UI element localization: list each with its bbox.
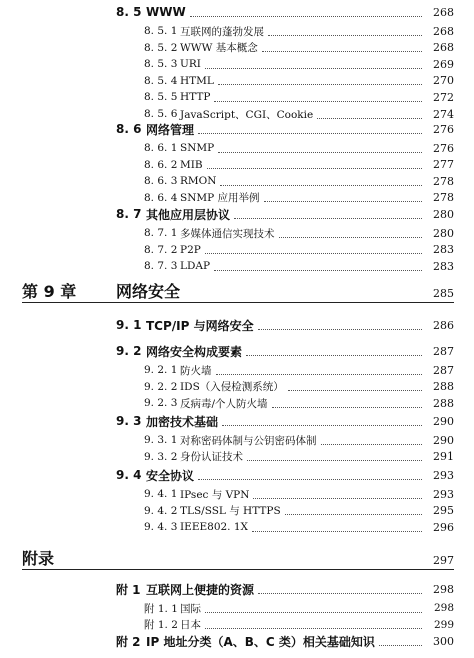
- toc-subsection-entry[interactable]: [144, 449, 454, 465]
- entry-title: P2P: [180, 243, 201, 256]
- dot-leader: [317, 118, 422, 119]
- entry-title: 网络管理: [146, 122, 195, 137]
- toc-subsection-entry[interactable]: [144, 56, 454, 72]
- appendix-page: 297: [433, 554, 454, 567]
- dot-leader: [198, 133, 422, 134]
- toc-subsection-entry[interactable]: [144, 140, 454, 156]
- toc-section-entry[interactable]: [116, 467, 454, 483]
- entry-title: 国际: [180, 602, 201, 615]
- dot-leader: [205, 612, 422, 613]
- entry-title: 互联网的蓬勃发展: [180, 25, 264, 38]
- page-number: 286: [433, 318, 454, 332]
- toc-appendix-entry[interactable]: [116, 581, 454, 597]
- entry-number: 8. 6. 3: [144, 175, 178, 188]
- page-number: 270: [433, 74, 454, 88]
- page-number: 300: [433, 634, 454, 648]
- entry-number: 8. 6. 1: [144, 142, 178, 154]
- entry-title: 多媒体通信实现技术: [180, 227, 275, 240]
- page-number: 268: [433, 24, 454, 38]
- dot-leader: [218, 84, 422, 85]
- page-number: 295: [433, 504, 454, 518]
- toc-section-entry[interactable]: [116, 343, 454, 359]
- entry-number: 8. 7: [116, 207, 142, 221]
- toc-subsection-entry[interactable]: [144, 23, 454, 39]
- entry-number: 9. 4: [116, 468, 142, 482]
- page-number: 274: [433, 107, 454, 121]
- entry-number: 附 1. 1: [144, 602, 178, 615]
- entry-number: 9. 4. 1: [144, 488, 178, 500]
- entry-title: JavaScript、CGI、Cookie: [180, 108, 314, 121]
- toc-subsection-entry[interactable]: [144, 73, 454, 89]
- page-number: 278: [433, 191, 454, 205]
- entry-title: 身份认证技术: [180, 451, 243, 464]
- entry-title: WWW: [146, 5, 186, 19]
- toc-appendix-subentry[interactable]: [144, 600, 454, 616]
- page-number: 280: [433, 226, 454, 240]
- toc-subsection-entry[interactable]: [144, 432, 454, 448]
- toc-subsection-entry[interactable]: [144, 395, 454, 411]
- page-number: 287: [433, 363, 454, 377]
- chapter-number: 第 9 章: [22, 282, 77, 301]
- page-number: 277: [433, 158, 454, 172]
- toc-subsection-entry[interactable]: [144, 486, 454, 502]
- dot-leader: [220, 185, 422, 186]
- page-number: 269: [433, 57, 454, 71]
- page-number: 290: [433, 433, 454, 447]
- page-number: 293: [433, 468, 454, 482]
- dot-leader: [258, 593, 422, 594]
- entry-number: 8. 7. 1: [144, 227, 178, 239]
- page-number: 283: [433, 259, 454, 273]
- toc-subsection-entry[interactable]: [144, 258, 454, 274]
- entry-title: 加密技术基础: [146, 414, 219, 429]
- toc-section-entry[interactable]: [116, 206, 454, 222]
- entry-number: 8. 5: [116, 5, 142, 19]
- toc-subsection-entry[interactable]: [144, 190, 454, 206]
- entry-title: 反病毒/个人防火墙: [180, 397, 268, 410]
- toc-subsection-entry[interactable]: [144, 89, 454, 105]
- dot-leader: [268, 35, 422, 36]
- entry-number: 8. 5. 5: [144, 91, 178, 104]
- dot-leader: [190, 16, 422, 17]
- toc-appendix-subentry[interactable]: [144, 617, 454, 633]
- chapter-heading[interactable]: [22, 278, 454, 303]
- entry-title: 其他应用层协议: [146, 207, 231, 222]
- page-number: 296: [433, 520, 454, 534]
- entry-title: MIB: [180, 158, 203, 171]
- entry-title: TCP/IP 与网络安全: [146, 318, 254, 333]
- dot-leader: [272, 407, 422, 408]
- dot-leader: [258, 329, 422, 330]
- page-number: 298: [433, 602, 454, 614]
- entry-title: SNMP: [180, 142, 215, 154]
- page-number: 287: [433, 344, 454, 358]
- entry-title: WWW 基本概念: [180, 42, 258, 55]
- toc-subsection-entry[interactable]: [144, 40, 454, 56]
- dot-leader: [321, 444, 423, 445]
- dot-leader: [246, 355, 422, 356]
- entry-title: URI: [180, 58, 201, 71]
- entry-number: 9. 3. 1: [144, 434, 178, 446]
- page-number: 276: [433, 141, 454, 155]
- entry-number: 附 1: [116, 582, 141, 597]
- dot-leader: [207, 168, 422, 169]
- page-number: 298: [433, 582, 454, 596]
- entry-number: 8. 6. 4: [144, 191, 178, 204]
- dot-leader: [214, 101, 422, 102]
- dot-leader: [205, 628, 422, 629]
- dot-leader: [214, 270, 422, 271]
- toc-section-entry[interactable]: [116, 413, 454, 429]
- entry-title: 互联网上便捷的资源: [146, 582, 255, 597]
- dot-leader: [198, 479, 422, 480]
- dot-leader: [279, 237, 423, 238]
- entry-number: 8. 5. 2: [144, 41, 178, 54]
- entry-number: 8. 5. 6: [144, 108, 178, 120]
- dot-leader: [216, 374, 423, 375]
- page-number: 280: [433, 207, 454, 221]
- entry-number: 8. 7. 3: [144, 260, 178, 273]
- entry-title: IPsec 与 VPN: [180, 488, 250, 501]
- toc-subsection-entry[interactable]: [144, 503, 454, 519]
- dot-leader: [252, 531, 422, 532]
- entry-number: 8. 5. 1: [144, 25, 178, 37]
- entry-title: 安全协议: [146, 468, 195, 483]
- dot-leader: [253, 498, 422, 499]
- dot-leader: [222, 425, 422, 426]
- entry-title: TLS/SSL 与 HTTPS: [180, 505, 281, 518]
- page-number: 272: [433, 90, 454, 104]
- chapter-title: 网络安全: [116, 282, 181, 301]
- page-number: 268: [433, 41, 454, 55]
- appendix-heading[interactable]: [22, 545, 454, 570]
- toc-subsection-entry[interactable]: [144, 519, 454, 535]
- entry-title: HTTP: [180, 91, 211, 104]
- toc-subsection-entry[interactable]: [144, 242, 454, 258]
- entry-number: 8. 5. 3: [144, 58, 178, 71]
- dot-leader: [264, 201, 422, 202]
- page-number: 290: [433, 414, 454, 428]
- entry-number: 9. 1: [116, 318, 142, 332]
- toc-section-entry[interactable]: [116, 121, 454, 137]
- entry-number: 8. 6. 2: [144, 158, 178, 171]
- entry-title: 网络安全构成要素: [146, 344, 243, 359]
- entry-number: 8. 7. 2: [144, 243, 178, 256]
- entry-title: IEEE802. 1X: [180, 521, 249, 534]
- entry-number: 9. 2: [116, 344, 142, 358]
- entry-title: RMON: [180, 175, 217, 188]
- dot-leader: [205, 253, 422, 254]
- entry-title: 日本: [180, 619, 201, 632]
- toc-subsection-entry[interactable]: [144, 225, 454, 241]
- dot-leader: [218, 152, 422, 153]
- dot-leader: [205, 68, 422, 69]
- entry-number: 9. 2. 1: [144, 364, 178, 376]
- entry-number: 8. 5. 4: [144, 74, 178, 87]
- entry-number: 附 1. 2: [144, 619, 178, 632]
- entry-number: 附 2: [116, 634, 141, 649]
- page-number: 288: [433, 380, 454, 394]
- dot-leader: [379, 645, 422, 646]
- entry-number: 9. 2. 2: [144, 380, 178, 393]
- toc-subsection-entry[interactable]: [144, 362, 454, 378]
- entry-title: SNMP 应用举例: [180, 192, 260, 205]
- toc-subsection-entry[interactable]: [144, 379, 454, 395]
- entry-number: 8. 6: [116, 122, 142, 136]
- page-number: 288: [433, 396, 454, 410]
- page-number: 293: [433, 487, 454, 501]
- page-number: 291: [433, 450, 454, 464]
- toc-appendix-entry[interactable]: [116, 633, 454, 649]
- chapter-page: 285: [433, 287, 454, 300]
- dot-leader: [234, 218, 422, 219]
- page-number: 268: [433, 5, 454, 19]
- page-number: 299: [433, 618, 454, 631]
- entry-number: 9. 4. 2: [144, 504, 178, 517]
- toc-section-entry[interactable]: [116, 317, 454, 333]
- toc-subsection-entry[interactable]: [144, 173, 454, 189]
- entry-title: 防火墙: [180, 364, 212, 377]
- entry-number: 9. 3. 2: [144, 450, 178, 463]
- dot-leader: [262, 51, 422, 52]
- entry-number: 9. 3: [116, 414, 142, 428]
- entry-title: IP 地址分类（A、B、C 类）相关基础知识: [146, 634, 375, 649]
- dot-leader: [285, 514, 422, 515]
- page-number: 276: [433, 122, 454, 136]
- dot-leader: [247, 460, 422, 461]
- entry-title: LDAP: [180, 260, 211, 273]
- entry-number: 9. 2. 3: [144, 397, 178, 410]
- entry-title: HTML: [180, 74, 214, 87]
- entry-title: IDS（入侵检测系统）: [180, 381, 284, 394]
- toc-subsection-entry[interactable]: [144, 157, 454, 173]
- entry-title: 对称密码体制与公钥密码体制: [180, 434, 317, 447]
- dot-leader: [288, 390, 422, 391]
- appendix-title: 附录: [22, 549, 55, 568]
- page-number: 278: [433, 174, 454, 188]
- page-number: 283: [433, 243, 454, 257]
- toc-section-entry[interactable]: [116, 4, 454, 20]
- entry-number: 9. 4. 3: [144, 521, 178, 534]
